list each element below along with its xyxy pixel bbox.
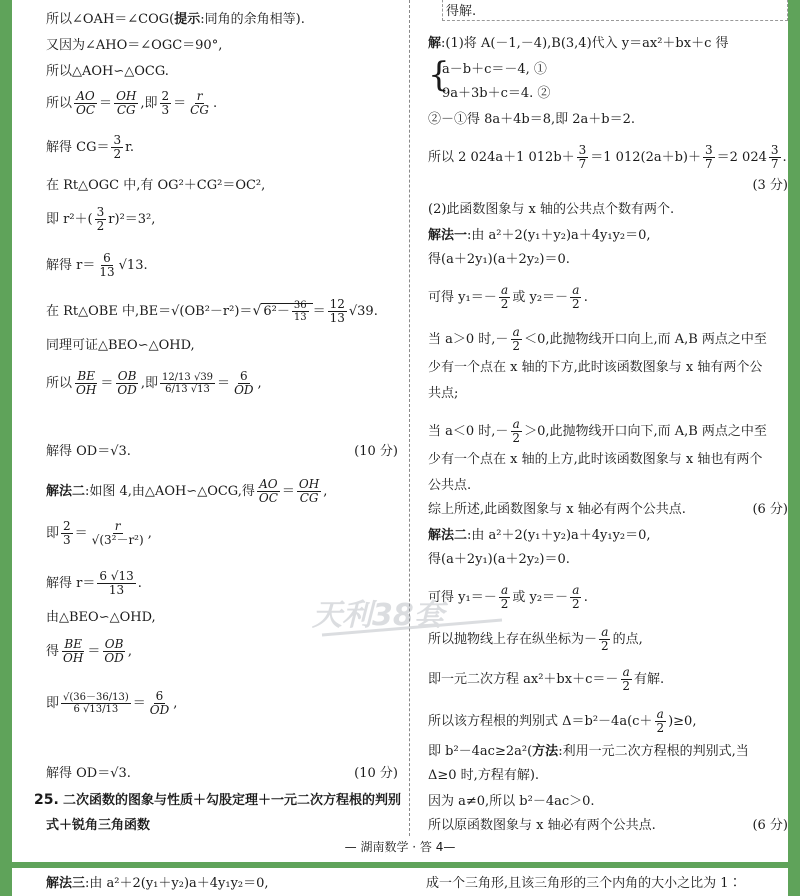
line-m2: 解法二:由 a²＋2(y₁＋y₂)a＋4y₁y₂＝0,: [428, 528, 651, 543]
line-m2-ratio2: 得 $\frac{BE}{OH}$ ＝ $\frac{OB}{OD}$ ,: [46, 637, 132, 665]
eq-1: a－b＋c＝－4, ①: [442, 62, 547, 77]
next-page-strip: [12, 868, 788, 896]
line-r-value: 解得 r＝ $\frac{6}{13}$ √13.: [46, 251, 148, 279]
line-ratio: 所以 $\frac{AO}{OC}$ ＝ $\frac{OH}{CG}$ ,即 $\frac{2}{3}$ ＝ $\frac{r}{CG}$ .: [46, 89, 218, 117]
line-m2-r: 解得 r＝ $\frac{6 √13}{13}$ .: [46, 569, 142, 597]
line-m2-ratio: 即 $\frac{2}{3}$ ＝ $\frac{r}{\text{√(3²－r²)}}$ ,: [46, 519, 152, 547]
line-od-1: 解得 OD＝√3.: [46, 444, 131, 459]
line-conclusion-2: 所以原函数图象与 x 轴必有两个公共点.: [428, 818, 656, 833]
line-part2: (2)此函数图象与 x 轴的公共点个数有两个.: [428, 202, 675, 217]
line-method-note: 即 b²－4ac≥2a²(方法:利用一元二次方程根的判别式,当: [428, 744, 749, 759]
line-method3: 解法三:由 a²＋2(y₁＋y₂)a＋4y₁y₂＝0,: [46, 876, 269, 891]
watermark-text: 天利38套: [312, 598, 444, 633]
line-conclusion-1: 综上所述,此函数图象与 x 轴必有两个公共点.: [428, 502, 686, 517]
line-a-pos-2: 少有一个点在 x 轴的下方,此时该函数图象与 x 轴有两个公: [428, 360, 763, 375]
line-r-eq: 即 r²＋( $\frac{3}{2}$ r)²＝3²,: [46, 205, 156, 233]
score-6-a: (6 分): [752, 502, 788, 517]
score-10-b: (10 分): [354, 766, 398, 781]
page-footer: — 湖南数学 · 答 4—: [344, 840, 456, 854]
eq-2: 9a＋3b＋c＝4. ②: [442, 86, 551, 101]
line-oah: 所以∠OAH＝∠COG(提示:同角的余角相等).: [46, 12, 305, 27]
note-text: 得解.: [446, 4, 477, 19]
line-od-2: 解得 OD＝√3.: [46, 766, 131, 781]
line-a-neg-3: 公共点.: [428, 478, 472, 493]
line-sub-ab: 解:(1)将 A(－1,－4),B(3,4)代入 y＝ax²＋bx＋c 得: [428, 36, 729, 51]
column-divider: [409, 0, 410, 836]
line-a-neg-2: 少有一个点在 x 轴的上方,此时该函数图象与 x 轴也有两个: [428, 452, 763, 467]
line-discriminant: 所以该方程根的判别式 Δ＝b²－4a(c＋ $\frac{a}{2}$ )≥0,: [428, 707, 697, 735]
line-a-pos-3: 共点;: [428, 386, 459, 401]
answer-page: [12, 0, 788, 862]
line-m1-y: 可得 y₁＝－ $\frac{a}{2}$ 或 y₂＝－ $\frac{a}{2}$ .: [428, 283, 588, 311]
line-aho: 又因为∠AHO＝∠OGC＝90°,: [46, 38, 223, 53]
line-m1-factor: 得(a＋2y₁)(a＋2y₂)＝0.: [428, 252, 570, 267]
watermark-logo: [312, 580, 512, 650]
line-a-neg: 当 a＜0 时,－ $\frac{a}{2}$ ＞0,此抛物线开口向下,而 A,B 两点之中至: [428, 417, 767, 445]
line-2a-b: ②－①得 8a＋4b＝8,即 2a＋b＝2.: [428, 112, 636, 127]
score-6-b: (6 分): [752, 818, 788, 833]
note-box: [442, 0, 788, 21]
line-a-nonzero: 因为 a≠0,所以 b²－4ac＞0.: [428, 794, 595, 809]
line-similar: 所以△AOH∽△OCG.: [46, 64, 169, 79]
line-2024: 所以 2 024a＋1 012b＋ $\frac{3}{7}$ ＝1 012(2a＋b)＋ $\frac{3}{7}$ ＝2 024 $\frac{3}{7}$ .: [428, 143, 787, 171]
line-be: 在 Rt△OBE 中,BE＝√(OB²－r²)＝√ 6²－ $\frac{36}{13}$ ＝ $\frac{12}{13}$ √39.: [46, 297, 378, 325]
line-m2-point: 所以抛物线上存在纵坐标为－ $\frac{a}{2}$ 的点,: [428, 625, 643, 653]
line-m2-equation: 即一元二次方程 ax²＋bx＋c＝－ $\frac{a}{2}$ 有解.: [428, 665, 665, 693]
line-cg: 解得 CG＝ $\frac{3}{2}$ r.: [46, 133, 135, 161]
line-pythag: 在 Rt△OGC 中,有 OG²＋CG²＝OC²,: [46, 178, 266, 193]
line-method-note-2: Δ≥0 时,方程有解).: [428, 768, 540, 783]
line-m2-ratio3: 即 $\frac{√(36-36/13)}{6 √13/13}$ ＝ $\frac{6}{OD}$ ,: [46, 689, 178, 717]
line-method2: 解法二:如图 4,由△AOH∽△OCG,得 $\frac{AO}{OC}$ ＝ $\frac{OH}{CG}$ ,: [46, 477, 328, 505]
q25-title-2: 式＋锐角三角函数: [46, 818, 151, 833]
line-be-ratio: 所以 $\frac{BE}{OH}$ ＝ $\frac{OB}{OD}$ ,即 $\frac{12/13 √39}{6/13 √13}$ ＝ $\frac{6}{OD}$ ,: [46, 369, 262, 397]
line-m2-y: 可得 y₁＝－ $\frac{a}{2}$ 或 y₂＝－ $\frac{a}{2}$ .: [428, 583, 588, 611]
q25-title: 25. 二次函数的图象与性质＋勾股定理＋一元二次方程根的判别: [34, 792, 401, 808]
line-prove: 同理可证△BEO∽△OHD,: [46, 338, 195, 353]
line-m1: 解法一:由 a²＋2(y₁＋y₂)a＋4y₁y₂＝0,: [428, 228, 651, 243]
line-m2-similar: 由△BEO∽△OHD,: [46, 610, 156, 625]
line-triangle: 成一个三角形,且该三角形的三个内角的大小之比为 1∶: [426, 876, 742, 891]
score-10-a: (10 分): [354, 444, 398, 459]
line-a-pos: 当 a＞0 时,－ $\frac{a}{2}$ ＜0,此抛物线开口向上,而 A,B 两点之中至: [428, 325, 767, 353]
score-3: (3 分): [752, 178, 788, 193]
line-m2-factor: 得(a＋2y₁)(a＋2y₂)＝0.: [428, 552, 570, 567]
system-brace: {: [428, 55, 450, 95]
